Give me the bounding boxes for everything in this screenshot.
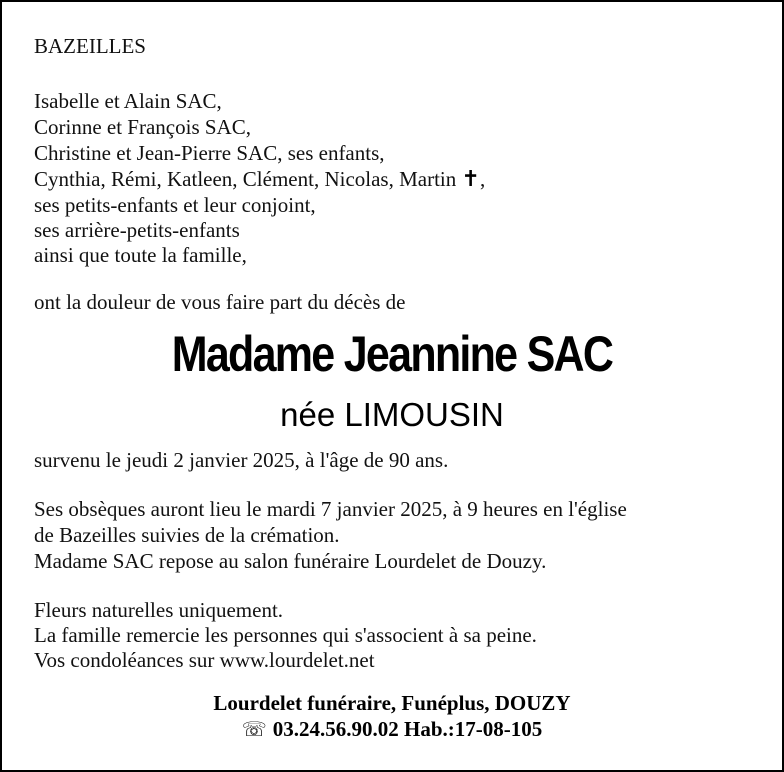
- closing-line-1: Fleurs naturelles uniquement.: [34, 598, 284, 622]
- family-line-2: Corinne et François SAC,: [34, 115, 251, 139]
- family-line-1: Isabelle et Alain SAC,: [34, 89, 222, 113]
- funeral-line-3: Madame SAC repose au salon funéraire Lourdelet de Douzy.: [34, 549, 547, 573]
- phone-icon: ☏: [241, 717, 267, 741]
- phone-number: 03.24.56.90.02 Hab.:17-08-105: [272, 717, 543, 741]
- maiden-name: née LIMOUSIN: [280, 396, 504, 433]
- family-line-5: ses petits-enfants et leur conjoint,: [34, 193, 316, 217]
- funeral-line-1: Ses obsèques auront lieu le mardi 7 janvier 2025, à 9 heures en l'église: [34, 497, 627, 521]
- deceased-name: Madame Jeannine SAC: [171, 326, 613, 382]
- condolences-line: Vos condoléances sur www.lourdelet.net: [34, 648, 375, 672]
- town-heading: BAZEILLES: [34, 34, 146, 58]
- contact-line: [2, 716, 782, 742]
- closing-line-2: La famille remercie les personnes qui s'associent à sa peine.: [34, 623, 537, 647]
- family-line-4: [34, 166, 485, 193]
- cross-comma: ,: [479, 167, 486, 191]
- announcement-text: ont la douleur de vous faire part du décès de: [34, 290, 406, 314]
- family-line-3: Christine et Jean-Pierre SAC, ses enfants,: [34, 141, 385, 165]
- cross-icon: ✝: [461, 167, 480, 192]
- death-details: survenu le jeudi 2 janvier 2025, à l'âge de 90 ans.: [34, 448, 449, 472]
- grandchildren-names: Cynthia, Rémi, Katleen, Clément, Nicolas, Martin: [34, 167, 457, 191]
- funeral-home-name: Lourdelet funéraire, Funéplus, DOUZY: [213, 691, 571, 715]
- family-line-7: ainsi que toute la famille,: [34, 243, 247, 267]
- funeral-line-2: de Bazeilles suivies de la crémation.: [34, 523, 340, 547]
- family-line-6: ses arrière-petits-enfants: [34, 218, 240, 242]
